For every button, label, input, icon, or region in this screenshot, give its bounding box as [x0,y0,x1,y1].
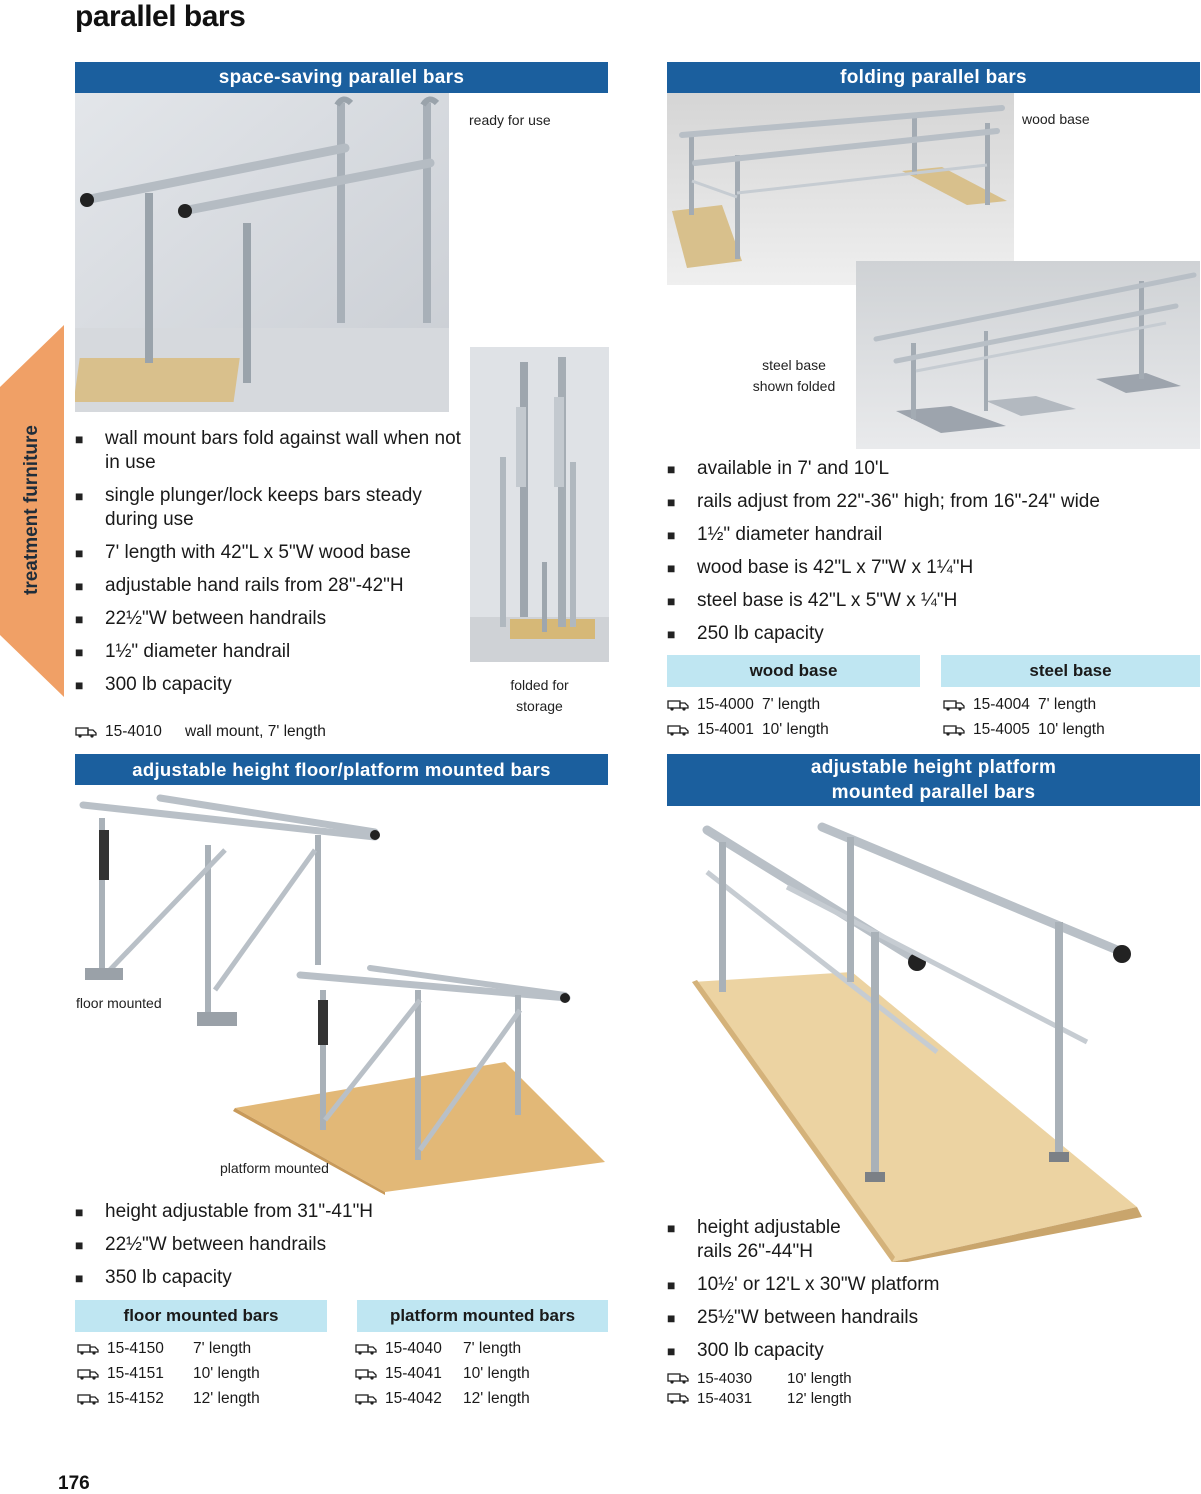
feature-item: ■ 7' length with 42"L x 5"W wood base [75,541,465,565]
wall-mount-bars-ready-photo [75,93,449,412]
order-desc: 12' length [787,1389,852,1407]
adjustable-platform-header [667,754,1200,806]
page-number: 176 [58,1473,90,1494]
feature-item: ■ wood base is 42"L x 7"W x 1¼"H [667,556,1197,580]
order-sku: 15-4005 [973,720,1030,738]
order-sku: 15-4004 [973,695,1030,713]
order-row [75,719,326,744]
truck-icon [667,699,689,711]
order-row [355,1386,530,1411]
order-desc: 7' length [1038,695,1097,713]
order-sku: 15-4150 [107,1339,164,1357]
adjustable-floor-header: adjustable height floor/platform mounted bars [75,754,608,785]
folding-features [667,457,1197,655]
truck-icon [943,724,965,736]
folding-bars-wood-base-photo [667,93,1014,285]
feature-item: ■ height adjustable rails 26"-44"H [667,1216,867,1264]
order-desc: 10' length [762,720,829,738]
truck-icon [355,1368,377,1380]
order-row [355,1336,530,1361]
adjustable-platform-features [667,1216,997,1372]
order-desc: 10' length [1038,720,1105,738]
space-saving-order-list [75,719,326,744]
truck-icon [75,726,97,738]
order-sku: 15-4030 [697,1369,753,1387]
platform-parallel-bars-photo [667,812,1200,1262]
order-row [943,717,1105,742]
truck-icon [355,1393,377,1405]
space-saving-header: space-saving parallel bars [75,62,608,93]
feature-item: ■ 10½' or 12'L x 30"W platform [667,1273,997,1297]
feature-item: ■ rails adjust from 22"-36" high; from 16"-24" wide [667,490,1197,514]
header-line: adjustable height platform [810,757,1057,778]
order-desc: 7' length [762,695,821,713]
caption-line: shown folded [752,378,836,394]
space-saving-features [75,427,465,706]
truck-icon [77,1393,99,1405]
platform-mounted-order-list [355,1336,530,1411]
feature-item: ■ 1½" diameter handrail [667,523,1197,547]
platform-mounted-bars-subheader: platform mounted bars [357,1300,608,1332]
floor-mounted-bars-subheader: floor mounted bars [75,1300,327,1332]
order-row [943,692,1105,717]
feature-item: ■ 25½"W between handrails [667,1306,997,1330]
feature-item: ■ 1½" diameter handrail [75,640,465,664]
folding-header: folding parallel bars [667,62,1200,93]
floor-mounted-order-list [77,1336,260,1411]
truck-icon [667,1392,689,1404]
truck-icon [667,724,689,736]
order-desc: 12' length [463,1389,530,1407]
order-desc: 7' length [193,1339,252,1357]
feature-item: ■ 300 lb capacity [667,1339,997,1363]
feature-item: ■ 250 lb capacity [667,622,1197,646]
ready-for-use-caption: ready for use [469,112,551,128]
feature-item: ■ adjustable hand rails from 28"-42"H [75,574,465,598]
order-sku: 15-4151 [107,1364,164,1382]
page-title: parallel bars [75,0,246,33]
caption-line: storage [516,698,563,714]
order-row [667,1388,852,1408]
caption-line: steel base [762,357,826,373]
adjustable-platform-order-list [667,1368,852,1408]
order-desc: 10' length [787,1369,852,1387]
order-sku: 15-4000 [697,695,754,713]
steel-base-order-list [943,692,1105,742]
truck-icon [943,699,965,711]
order-sku: 15-4031 [697,1389,753,1407]
feature-item: ■ available in 7' and 10'L [667,457,1197,481]
caption-line: folded for [510,677,569,693]
truck-icon [77,1343,99,1355]
order-desc: 7' length [463,1339,522,1357]
folding-bars-steel-base-photo [856,261,1200,449]
steel-base-caption [740,355,848,397]
truck-icon [667,1372,689,1384]
header-line: mounted parallel bars [831,782,1036,803]
order-desc: 10' length [463,1364,530,1382]
order-sku: 15-4152 [107,1389,164,1407]
order-row [667,717,829,742]
adjustable-floor-features [75,1200,595,1299]
wood-base-order-list [667,692,829,742]
order-row [77,1361,260,1386]
feature-item: ■ height adjustable from 31"-41"H [75,1200,595,1224]
steel-base-subheader: steel base [941,655,1200,687]
order-sku: 15-4040 [385,1339,442,1357]
order-row [355,1361,530,1386]
feature-item: ■ 350 lb capacity [75,1266,595,1290]
order-row [667,692,829,717]
feature-item: ■ wall mount bars fold against wall when not in use [75,427,465,475]
wall-mount-bars-folded-photo [470,347,609,662]
order-row [77,1336,260,1361]
order-desc: wall mount, 7' length [185,722,326,740]
order-sku: 15-4001 [697,720,754,738]
truck-icon [77,1368,99,1380]
feature-item: ■ single plunger/lock keeps bars steady during use [75,484,465,532]
order-sku: 15-4010 [105,722,162,740]
wood-base-subheader: wood base [667,655,920,687]
feature-item: ■ 300 lb capacity [75,673,465,697]
feature-item: ■ steel base is 42"L x 5"W x ¼"H [667,589,1197,613]
order-desc: 12' length [193,1389,260,1407]
wood-base-caption: wood base [1022,111,1090,127]
order-row [667,1368,852,1388]
order-desc: 10' length [193,1364,260,1382]
floor-mounted-caption: floor mounted [76,995,162,1011]
side-tab-label: treatment furniture [21,425,42,595]
folded-for-storage-caption [470,675,609,717]
truck-icon [355,1343,377,1355]
feature-item: ■ 22½"W between handrails [75,1233,595,1257]
feature-item: ■ 22½"W between handrails [75,607,465,631]
platform-mounted-caption: platform mounted [220,1160,329,1176]
order-row [77,1386,260,1411]
order-sku: 15-4042 [385,1389,442,1407]
order-sku: 15-4041 [385,1364,442,1382]
